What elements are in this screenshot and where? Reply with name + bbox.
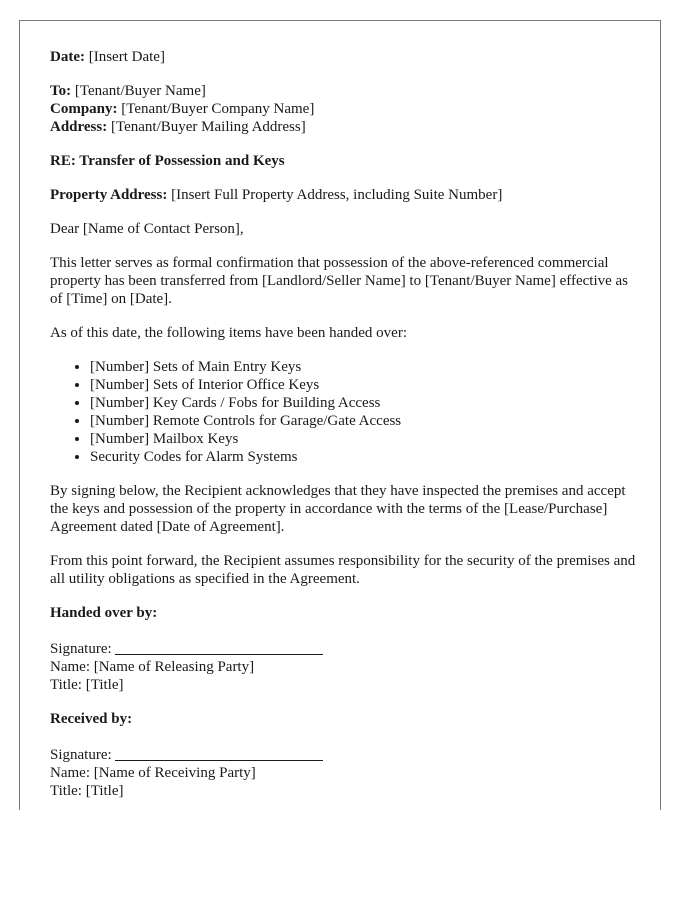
handed-over-items-list xyxy=(50,358,640,466)
received-by-name: Name: [Name of Receiving Party] xyxy=(50,765,256,781)
company-line xyxy=(50,100,640,118)
list-item: • Security Codes for Alarm Systems xyxy=(90,448,640,466)
acknowledgement-paragraph: By signing below, the Recipient acknowledges that they have inspected the premises and accept the keys and possession of the property in accordance with the terms of the [Lease/Purchase] Agreement dated [Date of Agreement]. xyxy=(50,483,626,535)
received-by-heading: Received by: xyxy=(50,711,133,727)
handed-over-signature-label: Signature: xyxy=(50,641,112,657)
received-by-signature-line xyxy=(50,744,640,764)
received-by-signature-block xyxy=(50,744,640,800)
to-label: To: xyxy=(50,83,72,99)
handed-over-signature-line xyxy=(50,638,640,658)
company-value: [Tenant/Buyer Company Name] xyxy=(121,101,315,117)
list-item: • [Number] Remote Controls for Garage/Gate Access xyxy=(90,412,640,430)
received-by-signature-field xyxy=(115,744,323,761)
handed-over-signature-field xyxy=(115,638,323,655)
address-value: [Tenant/Buyer Mailing Address] xyxy=(110,119,306,135)
handed-over-name: Name: [Name of Releasing Party] xyxy=(50,659,255,675)
subject-line: RE: Transfer of Possession and Keys xyxy=(50,153,285,169)
date-value: [Insert Date] xyxy=(88,49,165,65)
handed-over-heading: Handed over by: xyxy=(50,605,158,621)
to-line xyxy=(50,82,640,100)
property-address-label: Property Address: xyxy=(50,187,168,203)
salutation: Dear [Name of Contact Person], xyxy=(50,221,244,237)
date-label: Date: xyxy=(50,49,85,65)
property-address-line xyxy=(50,186,640,204)
company-label: Company: xyxy=(50,101,118,117)
confirmation-paragraph: This letter serves as formal confirmation that possession of the above-referenced commercial property has been transferred from [Landlord/Seller Name] to [Tenant/Buyer Name] effective as of [Time] on [Date]. xyxy=(50,255,629,307)
recipient-block xyxy=(50,82,640,136)
letter-page xyxy=(19,20,661,810)
items-intro-paragraph: As of this date, the following items have been handed over: xyxy=(50,325,407,341)
list-item: • [Number] Sets of Interior Office Keys xyxy=(90,376,640,394)
list-item: • [Number] Sets of Main Entry Keys xyxy=(90,358,640,376)
received-by-signature-label: Signature: xyxy=(50,747,112,763)
address-line xyxy=(50,118,640,136)
property-address-value: [Insert Full Property Address, including Suite Number] xyxy=(171,187,503,203)
responsibility-paragraph: From this point forward, the Recipient assumes responsibility for the security of the premises and all utility obligations as specified in the Agreement. xyxy=(50,553,636,587)
address-label: Address: xyxy=(50,119,108,135)
date-line xyxy=(50,48,640,66)
to-value: [Tenant/Buyer Name] xyxy=(74,83,206,99)
received-by-title: Title: [Title] xyxy=(50,783,124,799)
list-item: • [Number] Mailbox Keys xyxy=(90,430,640,448)
list-item: • [Number] Key Cards / Fobs for Building Access xyxy=(90,394,640,412)
handed-over-signature-block xyxy=(50,638,640,694)
handed-over-title: Title: [Title] xyxy=(50,677,124,693)
